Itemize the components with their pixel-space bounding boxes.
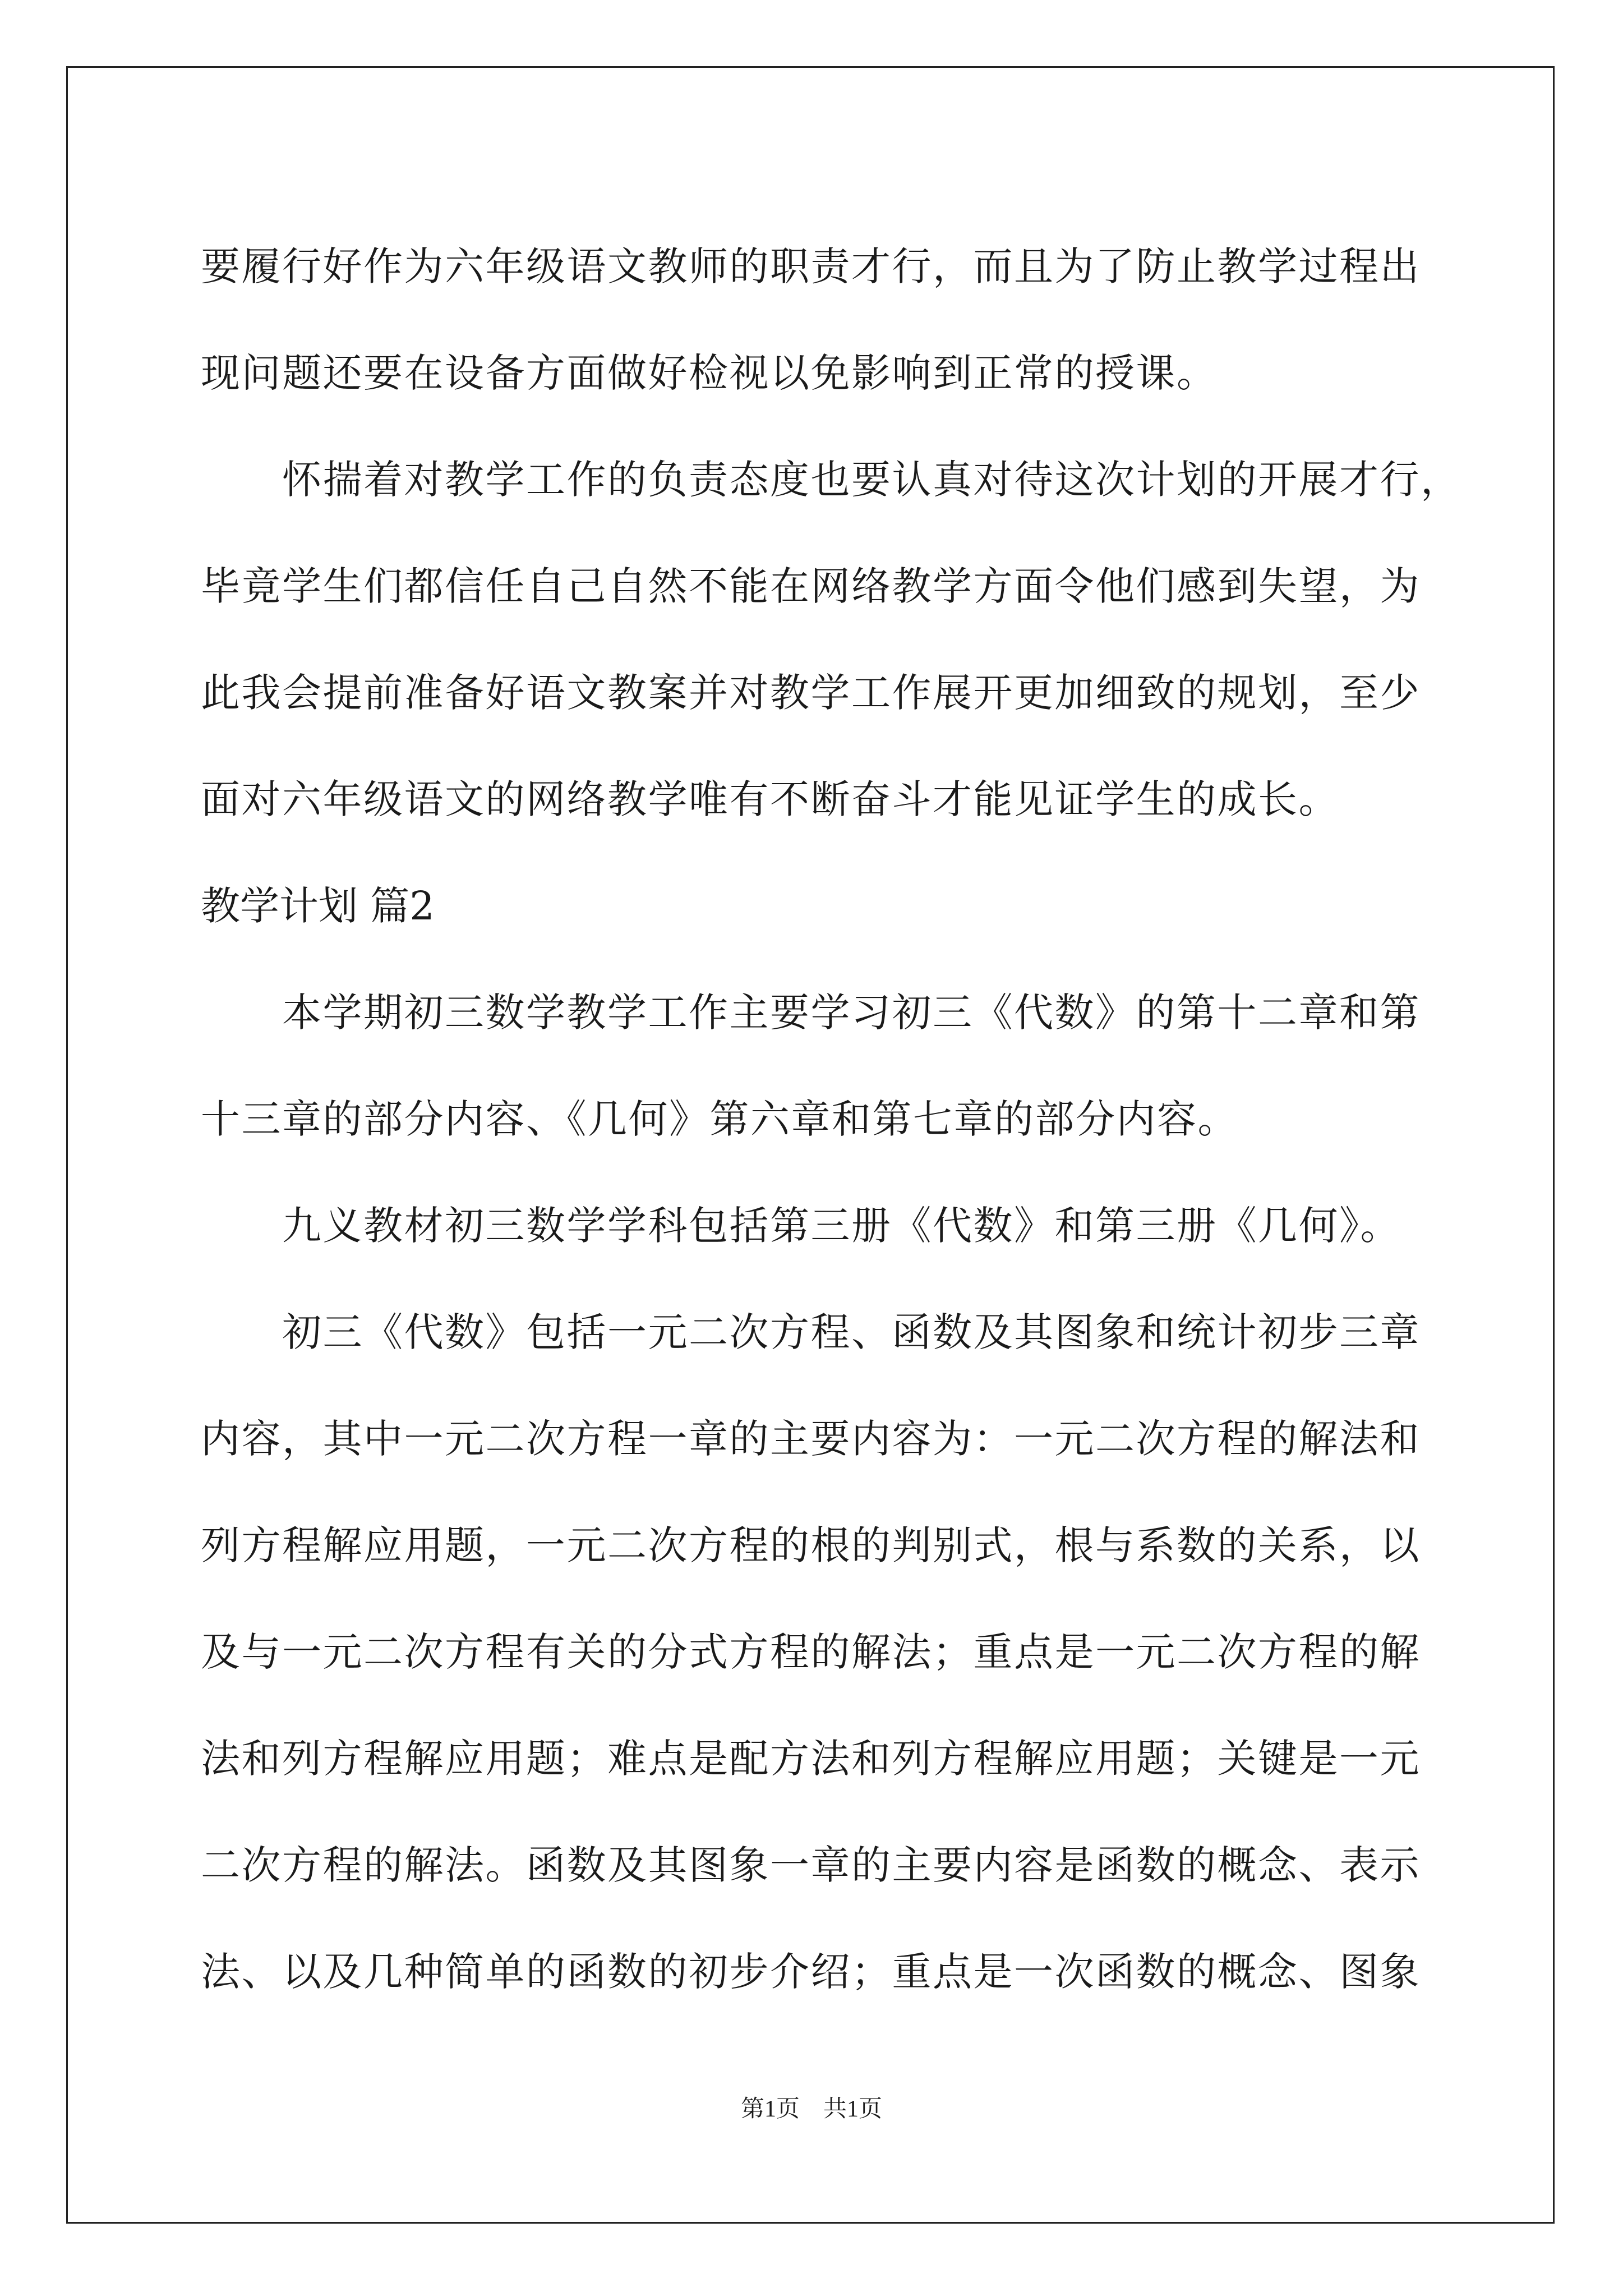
paragraph-line: 本学期初三数学教学工作主要学习初三《代数》的第十二章和第 [201,990,1421,1036]
section-heading: 教学计划 篇2 [201,883,435,929]
paragraph-line: 毕竟学生们都信任自己自然不能在网络教学方面令他们感到失望，为 [201,563,1421,609]
page-number-footer: 第1页 共1页 [740,2096,882,2122]
paragraph-line: 九义教材初三数学学科包括第三册《代数》和第三册《几何》。 [201,1203,1401,1249]
paragraph-line: 此我会提前准备好语文教案并对教学工作展开更加细致的规划，至少 [201,670,1421,716]
paragraph-line: 二次方程的解法。函数及其图象一章的主要内容是函数的概念、表示 [201,1842,1421,1888]
paragraph-line: 现问题还要在设备方面做好检视以免影响到正常的授课。 [201,350,1218,396]
paragraph-line: 列方程解应用题，一元二次方程的根的判别式，根与系数的关系，以 [201,1522,1421,1568]
paragraph-line: 十三章的部分内容、《几何》第六章和第七章的部分内容。 [201,1096,1238,1142]
paragraph-line: 及与一元二次方程有关的分式方程的解法；重点是一元二次方程的解 [201,1629,1421,1675]
paragraph-line: 初三《代数》包括一元二次方程、函数及其图象和统计初步三章 [201,1309,1421,1355]
paragraph-line: 怀揣着对教学工作的负责态度也要认真对待这次计划的开展才行， [201,457,1461,503]
paragraph-line: 内容，其中一元二次方程一章的主要内容为：一元二次方程的解法和 [201,1416,1421,1462]
paragraph-line: 要履行好作为六年级语文教师的职责才行，而且为了防止教学过程出 [201,243,1421,289]
paragraph-line: 法和列方程解应用题；难点是配方法和列方程解应用题；关键是一元 [201,1736,1421,1782]
paragraph-line: 法、以及几种简单的函数的初步介绍；重点是一次函数的概念、图象 [201,1949,1421,1995]
paragraph-line: 面对六年级语文的网络教学唯有不断奋斗才能见证学生的成长。 [201,776,1339,822]
document-body [201,213,1461,2025]
